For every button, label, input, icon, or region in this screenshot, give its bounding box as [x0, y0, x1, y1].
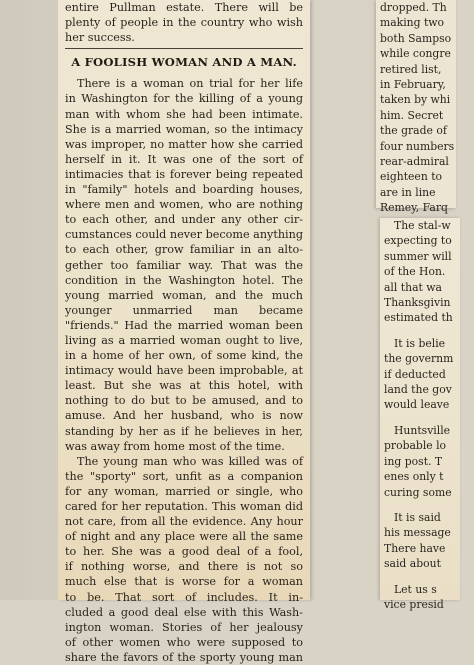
- article-intro: [65, 0, 303, 45]
- right-middle-block4: [384, 510, 474, 572]
- text-line: not care, from all the evidence. Any hour: [65, 515, 303, 529]
- text-line: young married woman, and the much: [65, 288, 303, 302]
- text-line: land the gov: [384, 383, 452, 397]
- newspaper-clipping-right-top: [376, 0, 456, 215]
- text-line: intimacy would have been improbable, at: [65, 364, 303, 378]
- text-line: enes only t: [384, 470, 444, 484]
- text-line: to be. That sort of includes. It in-: [65, 590, 303, 604]
- text-line: plenty of people in the country who wish: [65, 16, 303, 30]
- text-line: if nothing worse, and there is not so: [65, 560, 303, 574]
- text-line: curing some: [384, 485, 452, 499]
- text-line: least. But she was at this hotel, with: [65, 379, 303, 393]
- text-line: younger unmarried man became: [65, 303, 303, 317]
- text-line: would leave: [384, 398, 450, 412]
- text-line: There is a woman on trial for her life: [77, 77, 303, 91]
- text-line: probable lo: [384, 439, 447, 453]
- text-line: both Sampso: [380, 31, 452, 45]
- text-line: was improper, no matter how she carried: [65, 137, 303, 151]
- newspaper-clipping-right-middle: [380, 218, 460, 611]
- text-line: of other women who were supposed to: [65, 635, 303, 649]
- text-line: eighteen to: [380, 170, 443, 184]
- text-line: much else that is worse for a woman: [65, 575, 303, 589]
- text-line: expecting to: [384, 234, 452, 248]
- text-line: ington woman. Stories of her jealousy: [65, 620, 303, 634]
- text-line: There have: [384, 541, 446, 555]
- text-line: nothing to do but to be amused, and to: [65, 394, 303, 408]
- text-line: in a home of her own, of some kind, the: [65, 349, 303, 363]
- text-line: to each other, and under any other cir-: [65, 213, 303, 227]
- text-line: vice presid: [384, 597, 444, 611]
- text-line: It is belie: [394, 336, 446, 350]
- text-line: Let us s: [394, 582, 437, 596]
- right-middle-block1: [384, 218, 474, 326]
- text-line: her success.: [65, 31, 135, 45]
- text-line: dropped. Th: [380, 1, 447, 14]
- article-column: [65, 0, 303, 665]
- text-line: ing post. T: [384, 454, 443, 468]
- text-line: The stal-w: [394, 219, 451, 232]
- text-line: are in line: [380, 185, 436, 199]
- block-gap: [384, 413, 474, 423]
- text-line: taken by whi: [380, 93, 451, 107]
- text-line: retired list,: [380, 62, 442, 76]
- right-middle-column: [384, 218, 474, 612]
- text-line: condition in the Washington hotel. The: [65, 273, 303, 287]
- text-line: rear-admiral: [380, 155, 449, 169]
- text-line: to her. She was a good deal of a fool,: [65, 545, 303, 559]
- text-line: man with whom she had been intimate.: [65, 107, 303, 121]
- text-line: in Washington for the killing of a young: [65, 92, 303, 106]
- text-line: intimacies that is forever being repeated: [65, 167, 303, 181]
- article-paragraph-2: [65, 454, 303, 665]
- text-line: Huntsville: [394, 423, 451, 437]
- text-line: making two: [380, 16, 445, 30]
- text-line: his message: [384, 526, 451, 540]
- text-line: of the Hon.: [384, 265, 446, 279]
- right-middle-block3: [384, 423, 474, 500]
- text-line: It is said: [394, 510, 441, 524]
- text-line: if deducted: [384, 367, 446, 381]
- text-line: of night and any place were all the same: [65, 530, 303, 544]
- text-line: "friends." Had the married woman been: [65, 318, 303, 332]
- text-line: gether too familiar way. That was the: [65, 258, 303, 272]
- right-top-column: [380, 0, 470, 216]
- text-line: living as a married woman ought to live,: [65, 333, 303, 347]
- right-middle-block5: [384, 582, 474, 613]
- text-line: the governm: [384, 352, 454, 366]
- text-line: amuse. And her husband, who is now: [65, 409, 303, 423]
- block-gap: [384, 572, 474, 582]
- text-line: standing by her as if he believes in her,: [65, 424, 303, 438]
- column-rule: [65, 48, 303, 49]
- text-line: summer will: [384, 249, 452, 263]
- block-gap: [384, 326, 474, 336]
- text-line: said about: [384, 557, 441, 571]
- text-line: cluded a good deal else with this Wash-: [65, 605, 303, 619]
- newspaper-clipping-main: [58, 0, 310, 664]
- text-line: cared for her reputation. This woman did: [65, 500, 303, 513]
- text-line: Thanksgivin: [384, 296, 451, 310]
- text-line: share the favors of the sporty young man: [65, 650, 303, 664]
- text-line: the "sporty" sort, unfit as a companion: [65, 469, 303, 483]
- text-line: four numbers: [380, 139, 455, 153]
- text-line: in February,: [380, 78, 446, 92]
- text-line: entire Pullman estate. There will be: [65, 1, 303, 14]
- text-line: cumstances could never become anything: [65, 228, 303, 242]
- text-line: was away from home most of the time.: [65, 439, 285, 453]
- text-line: She is a married woman, so the intimacy: [65, 122, 303, 136]
- text-line: for any woman, married or single, who: [65, 484, 303, 498]
- text-line: while congre: [380, 47, 451, 61]
- text-line: the grade of: [380, 124, 447, 138]
- right-middle-block2: [384, 336, 474, 413]
- article-paragraph-1: [65, 76, 303, 453]
- text-line: to each other, grow familiar in an alto-: [65, 243, 303, 257]
- text-line: all that wa: [384, 280, 442, 294]
- text-line: where men and women, who are nothing: [65, 198, 303, 212]
- text-line: The young man who was killed was of: [77, 454, 303, 468]
- article-headline: A FOOLISH WOMAN AND A MAN.: [71, 55, 297, 70]
- text-line: herself in it. It was one of the sort of: [65, 152, 303, 166]
- block-gap: [384, 500, 474, 510]
- text-line: him. Secret: [380, 108, 444, 122]
- text-line: in "family" hotels and boarding houses,: [65, 183, 303, 197]
- text-line: estimated th: [384, 311, 453, 325]
- text-line: Remey, Farq: [380, 201, 448, 215]
